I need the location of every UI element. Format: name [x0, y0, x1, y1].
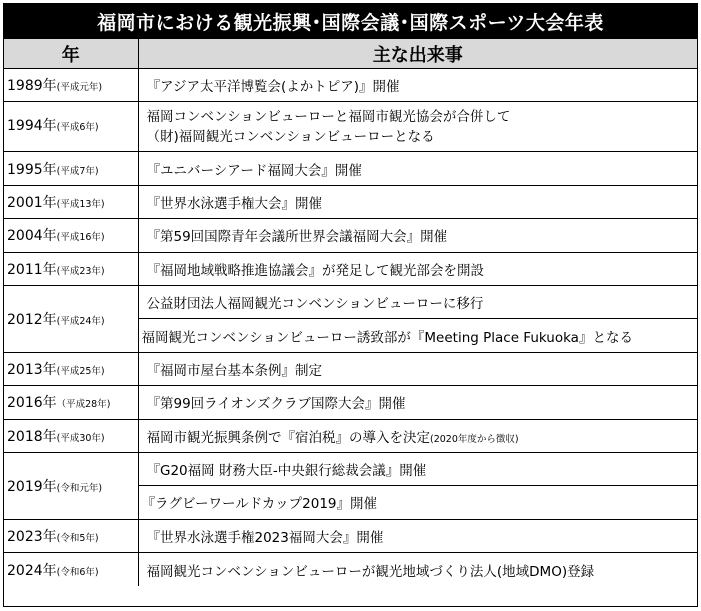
table-row [4, 352, 697, 385]
era-label: (平成25年) [56, 365, 105, 377]
table-row [4, 152, 697, 185]
event-cell [138, 452, 697, 485]
era-label: (平成元年) [56, 82, 103, 94]
event-text: 『世界水泳選手権大会』開催 [146, 195, 322, 212]
year-label: 1995年 [7, 161, 57, 178]
event-text: 『福岡地域戦略推進協議会』が発足して観光部会を開設 [146, 262, 484, 279]
event-cell [138, 419, 697, 452]
era-label: (平成7年) [56, 165, 99, 177]
event-cell [138, 319, 697, 352]
year-cell [4, 69, 138, 102]
table-row [4, 419, 697, 452]
era-label: （平成28年) [56, 399, 111, 411]
era-label: (平成6年) [56, 121, 99, 133]
table-row [4, 252, 697, 285]
table-row [4, 553, 697, 586]
year-label: 1994年 [7, 117, 57, 134]
table-row [4, 285, 697, 318]
event-cell [138, 352, 697, 385]
event-text: 公益財団法人福岡観光コンベンションビューローに移行 [146, 296, 484, 313]
year-cell [4, 219, 138, 252]
year-label: 2011年 [7, 261, 57, 278]
event-cell [138, 69, 697, 102]
year-label: 1989年 [7, 78, 57, 95]
year-cell [4, 152, 138, 185]
event-text: 福岡観光コンベンションビューローが観光地域づくり法人(地域DMO)登録 [146, 563, 595, 580]
event-text: 『第59回国際青年会議所世界会議福岡大会』開催 [146, 229, 448, 246]
event-text: 『福岡市屋台基本条例』制定 [146, 362, 322, 379]
event-cell [138, 102, 697, 152]
year-label: 2023年 [7, 528, 57, 545]
event-text: 福岡市観光振興条例で『宿泊税』の導入を決定 [146, 429, 430, 446]
event-cell [138, 519, 697, 552]
era-label: (令和元年) [56, 482, 103, 494]
year-cell [4, 185, 138, 218]
event-text: 福岡観光コンベンションビューロー誘致部が『Meeting Place Fukuoka』となる [141, 329, 633, 346]
year-label: 2018年 [7, 428, 57, 445]
event-cell [138, 219, 697, 252]
table-row [4, 519, 697, 552]
year-label: 2016年 [7, 395, 57, 412]
year-cell [4, 285, 138, 352]
event-cell [138, 553, 697, 586]
header-year: 年 [4, 39, 138, 69]
header-events: 主な出来事 [138, 39, 697, 69]
table-row [4, 219, 697, 252]
era-label: (平成30年) [56, 432, 105, 444]
event-text: 『世界水泳選手権2023福岡大会』開催 [146, 529, 384, 546]
year-cell [4, 352, 138, 385]
year-label: 2004年 [7, 228, 57, 245]
event-text: 『アジア太平洋博覧会(よかトピア)』開催 [146, 79, 400, 96]
era-label: (平成16年) [56, 232, 105, 244]
year-label: 2001年 [7, 194, 57, 211]
year-label: 2012年 [7, 311, 57, 328]
event-cell [138, 252, 697, 285]
year-cell [4, 419, 138, 452]
header-row [4, 39, 697, 69]
event-text: 『ユニバーシアード福岡大会』開催 [146, 162, 362, 179]
year-cell [4, 519, 138, 552]
year-cell [4, 452, 138, 519]
table-row [4, 185, 697, 218]
table-row [4, 386, 697, 419]
era-label: (令和6年) [56, 566, 99, 578]
event-cell [138, 386, 697, 419]
era-label: (平成23年) [56, 265, 105, 277]
year-label: 2019年 [7, 478, 57, 495]
year-cell [4, 102, 138, 152]
event-cell [138, 486, 697, 519]
year-label: 2024年 [7, 562, 57, 579]
table-title: 福岡市における観光振興･国際会議･国際スポーツ大会年表 [4, 4, 697, 39]
event-text: （財)福岡観光コンベンションビューローとなる [146, 128, 435, 145]
year-label: 2013年 [7, 361, 57, 378]
event-cell [138, 185, 697, 218]
timeline-table [4, 39, 697, 586]
event-text: 『G20福岡 財務大臣-中央銀行総裁会議』開催 [146, 463, 427, 480]
era-label: (平成13年) [56, 198, 105, 210]
table-row [4, 69, 697, 102]
event-text: 福岡コンベンションビューローと福岡市観光協会が合併して [146, 108, 511, 125]
table-row [4, 102, 697, 152]
table-row [4, 452, 697, 485]
event-cell [138, 285, 697, 318]
era-label: (平成24年) [56, 315, 105, 327]
event-cell [138, 152, 697, 185]
timeline-table-container [3, 3, 698, 607]
event-text: 『ラグビーワールドカップ2019』開催 [141, 496, 378, 513]
year-cell [4, 252, 138, 285]
year-cell [4, 553, 138, 586]
table-body [4, 69, 697, 586]
event-note: (2020年度から徴収) [430, 433, 519, 445]
year-cell [4, 386, 138, 419]
era-label: (令和5年) [56, 532, 99, 544]
event-text: 『第99回ライオンズクラブ国際大会』開催 [146, 396, 406, 413]
